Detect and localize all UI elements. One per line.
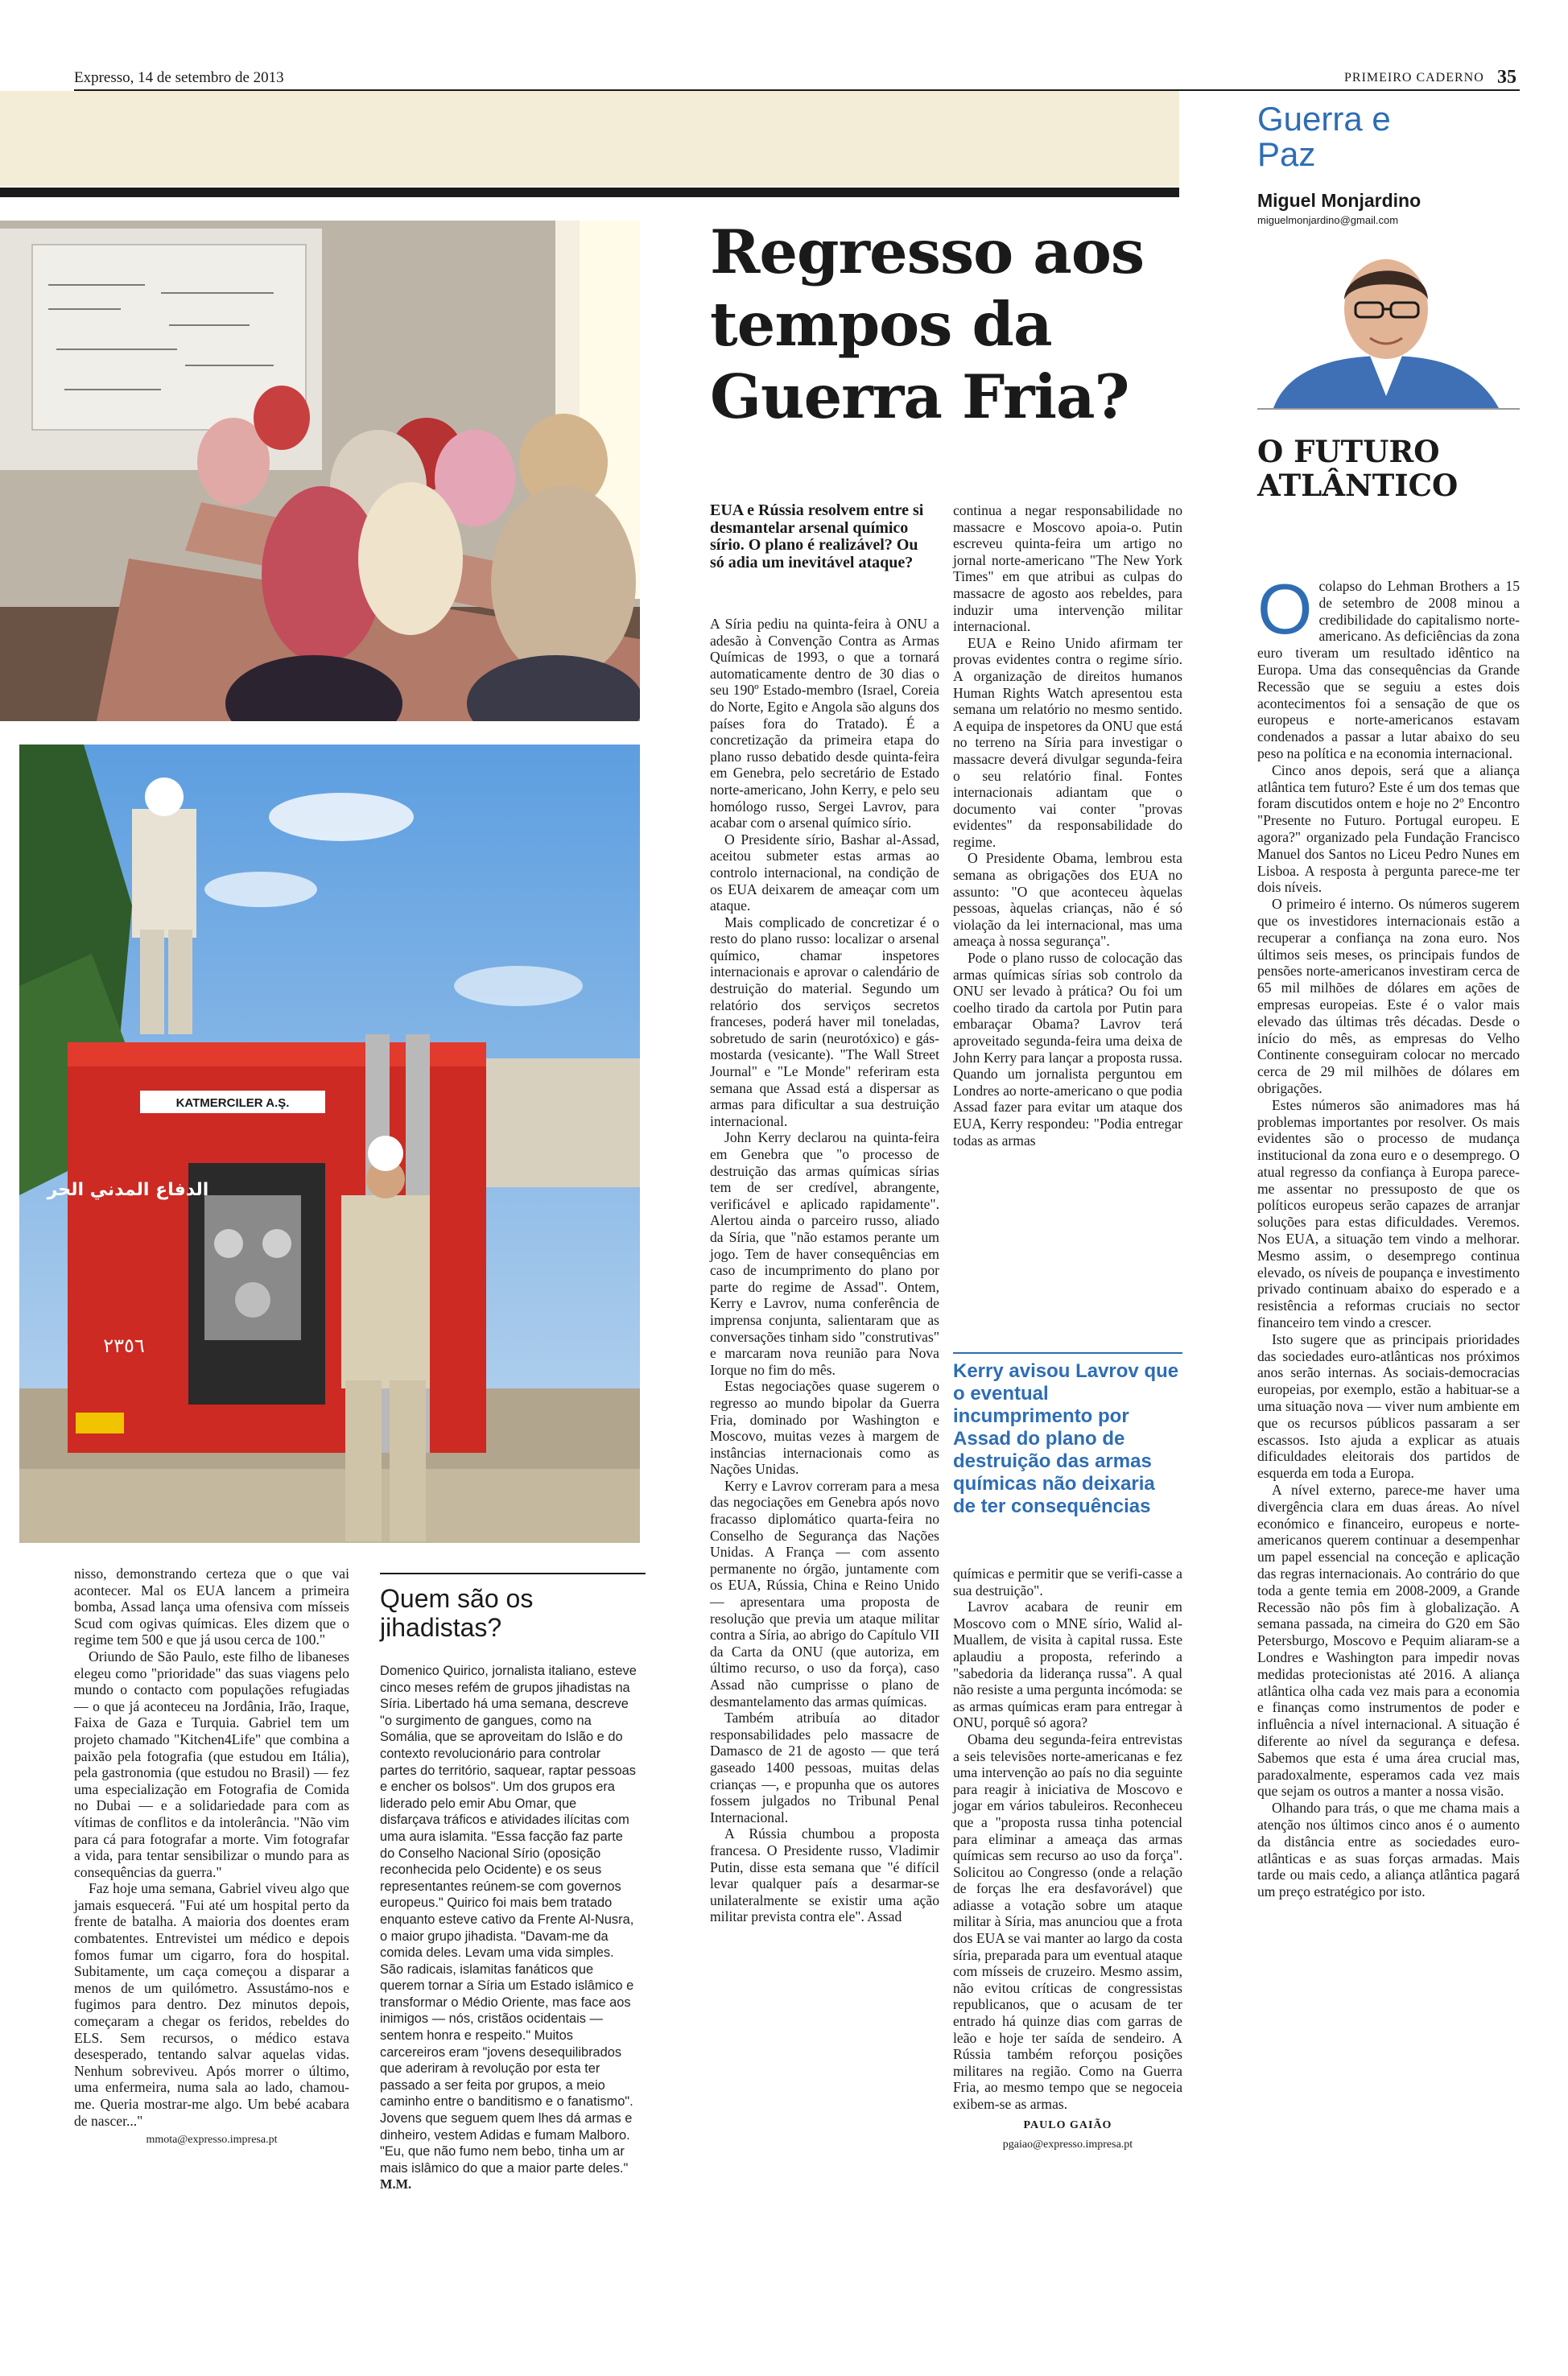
main-headline: Regresso aos tempos da Guerra Fria?: [710, 217, 1145, 432]
main-col1-p: John Kerry declarou na quinta-feira em Genebra que "o processo de destruição das armas químicas sírias tem de ser credível, abrangente, verificável e aplicado rapidamente". Alertou ainda o parceiro russo, aliado da Síria, que "não estamos perante um jogo. Tem de haver consequências em caso de incumprimento do plano por parte do regime de Assad". Ontem, Kerry e Lavrov, numa conferência de imprensa conjunta, salientaram que as conversações tinham sido "construtivas" e marcaram nova reunião para Nova Iorque no fim do mês.: [710, 1129, 939, 1378]
page-date: Expresso, 14 de setembro de 2013: [74, 69, 284, 86]
main-col2b-p: químicas e permitir que se verifi-casse a sua destruição".: [953, 1565, 1182, 1598]
classroom-photo: [0, 221, 640, 721]
page-number: 35: [1497, 67, 1516, 88]
portrait-rule: [1257, 408, 1520, 410]
main-col1-p: A Rússia chumbou a proposta francesa. O Presidente russo, Vladimir Putin, disse esta semana que "é difícil levar qualquer país a desarmar-se unilateralmente se existir uma ação militar prevista contra ele". Assad: [710, 1825, 939, 1925]
column-author: Miguel Monjardino: [1257, 190, 1422, 211]
pullquote: Kerry avisou Lavrov que o eventual incumprimento por Assad do plano de destruição das armas químicas não deixaria de ter consequências: [953, 1360, 1179, 1517]
left-story-p: nisso, demonstrando certeza que o que vai acontecer. Mal os EUA lancem a primeira bomba, Assad lança uma ofensiva com mísseis Scud com ogivas químicas. Eles dizem que o regime tem 500 e que já usou cerca de 100.": [74, 1565, 349, 1648]
black-bar: [0, 188, 1179, 197]
truck-number: ٢٣٥٦: [103, 1334, 145, 1357]
column-p: O primeiro é interno. Os números sugerem que os investidores internacionais estão a recuperar a confiança na zona euro. Nos últimos seis meses, os principais fundos de pensões norte-americanos investiram cerca de 65 mil milhões de dólares em ações de empresas europeias. Este é o valor mais elevado das últimas três décadas. Desde o início do mês, as empresas do Velho Continente conseguiram colocar no mercado cerca de 29 mil milhões de dólares em obrigações.: [1257, 896, 1520, 1096]
section-name: PRIMEIRO CADERNO: [1344, 71, 1484, 85]
dropcap: O: [1257, 569, 1313, 649]
column-p: A nível externo, parece-me haver uma divergência clara em duas áreas. Ao nível económico e financeiro, europeus e norte-americanos querem continuar a desempenhar um papel essencial na conceção e aplicação das regras internacionais. Ao contrário do que toda a gente temia em 2008-2009, a Grande Recessão não pôs fim à globalização. A semana passada, na cimeira do G20 em São Petersburgo, Moscovo e Pequim aliaram-se a Londres e Washington para impedir novas medidas protecionistas até 2016. A aliança atlântica olha cada vez mais para a economia e finanças como instrumentos de poder e influência a nível internacional. A situação é diferente ao nível da segurança e defesa. Sabemos que esta é uma área crucial mas, paradoxalmente, esperamos cada vez mais que sejam os outros a manter a nossa visão.: [1257, 1482, 1520, 1800]
main-col2-p: EUA e Reino Unido afirmam ter provas evidentes contra o regime sírio. A organização de direitos humanos Human Rights Watch apresentou esta semana um relatório no mesmo sentido. A equipa de inspetores da ONU que está no terreno na Síria para investigar o massacre deverá divulgar segunda-feira o seu relatório final. Fontes internacionais adiantam que o documento vai conter "provas evidentes" da responsabilidade do regime.: [953, 634, 1182, 850]
left-story-p: Oriundo de São Paulo, este filho de libaneses elegeu como "prioridade" das suas viagens pelo mundo o contacto com populações refugiadas — o que já aconteceu na Jordânia, Irão, Iraque, Faixa de Gaza e Turquia. Gabriel tem um projeto chamado "Kitchen4Life" que combina a paixão pela fotografia (que estudou em Itália), pela gastronomia (que estudou no Brasil) — fez uma especialização em Fotografia de Comida no Dubai — e a solidariedade para com as vítimas de conflitos e da intolerância. "Não vim para cá para fotografar a morte. Vim fotografar a vida, para tentar sensibilizar o mundo para as consequências da guerra.": [74, 1648, 349, 1880]
jihad-sidebar-initials: M.M.: [380, 2176, 412, 2192]
jihad-sidebar-title: Quem são os jihadistas?: [380, 1584, 534, 1642]
main-col2-p: Pode o plano russo de colocação das armas químicas sírias sob controlo da ONU ser levado à prática? Ou foi um coelho tirado da cartola por Putin para embaraçar Obama? Lavrov terá aproveitado segunda-feira uma deixa de John Kerry para lançar a proposta russa. Quando um jornalista perguntou em Londres ao norte-americano o que podia Assad fazer para evitar um ataque dos EUA, Kerry respondeu: "Podia entregar todas as armas: [953, 950, 1182, 1149]
column-p: Estes números são animadores mas há problemas importantes por resolver. Os mais evidentes são o processo de mudança institucional da zona euro e o desemprego. O atual regresso da confiança à Europa parece-me assentar no pressuposto de que os políticos europeus serão capazes de arranjar soluções para estas dificuldades. Veremos. Nos EUA, a situação tem vindo a melhorar. Mesmo assim, o desemprego continua elevado, os níveis de poupança e investimento privado continuam abaixo do esperado e a resistência a reformas cruciais no sector financeiro tem vindo a crescer.: [1257, 1096, 1520, 1331]
main-col1-p: A Síria pediu na quinta-feira à ONU a adesão à Convenção Contra as Armas Químicas de 1993, o que a tornará automaticamente dentro de 30 dias o seu 190º Estado-membro (Israel, Coreia do Norte, Egito e Angola são alguns dos países fora do Tratado). É a concretização da primeira etapa do plano russo debatido desde quinta-feira em Genebra, pelo secretário de Estado norte-americano, John Kerry, e pelo seu homólogo russo, Sergei Lavrov, para acabar com o arsenal químico sírio.: [710, 616, 939, 831]
main-col2-p: continua a negar responsabilidade no massacre e Moscovo apoia-o. Putin escreveu quinta-feira um artigo no jornal norte-americano "The New York Times" em que atribui as culpas do massacre de agosto aos rebeldes, para induzir uma intervenção militar internacional.: [953, 502, 1182, 635]
column-p: Cinco anos depois, será que a aliança atlântica tem futuro? Este é um dos temas que foram discutidos ontem e hoje no 2º Encontro "Presente no Futuro. Portugal europeu. E agora?" organizado pela Fundação Francisco Manuel dos Santos no Liceu Pedro Nunes em Lisboa. A resposta à pergunta parece-me ter dois níveis.: [1257, 761, 1520, 896]
column-p-text: colapso do Lehman Brothers a 15 de setembro de 2008 minou a credibilidade do capitalismo norte-americano. As deficiências da zona euro tiveram um resultado idêntico na Europa. Uma das consequências da Grande Recessão que se seguiu a estes dois acontecimentos foi a sensação de que os europeus e norte-americanos estavam condenados a passar a lutar abaixo do seu peso na política e na economia internacional.: [1257, 578, 1520, 761]
jihad-sidebar-rule: [380, 1573, 646, 1574]
main-col2-p: O Presidente Obama, lembrou esta semana as obrigações dos EUA no assunto: "O que aconteceu àquelas pessoas, àquelas crianças, não é só violação da lei internacional, mas uma ameaça à nossa segurança".: [953, 850, 1182, 950]
jihad-sidebar-body: Domenico Quirico, jornalista italiano, esteve cinco meses refém de grupos jihadistas na Síria. Libertado há uma semana, descreve "o surgimento de gangues, como na Somália, que se aproveitam do Islão e do contexto revolucionário para controlar partes do território, saquear, raptar pessoas e encher os bolsos". Um dos grupos era liderado pelo emir Abu Omar, que disfarçava tráficos e atividades ilícitas com uma aura islamita. "Essa facção faz parte do Conselho Nacional Sírio (oposição reconhecida pelo Ocidente) e os seus representantes reúnem-se com governos europeus." Quirico foi mais bem tratado enquanto esteve cativo da Frente Al-Nusra, o maior grupo jihadista. "Davam-me da comida deles. Levam uma vida simples. São radicais, islamitas fanáticos que querem tornar a Síria um Estado islâmico e transformar o Médio Oriente, mas face aos inimigos — nós, cristãos ocidentais — sentem honra e respeito." Muitos carcereiros eram "jovens desequilibrados que aderiram à revolução por esta ter passado a ser feita por grupos, a meio caminho entre o banditismo e o fanatismo". Jovens que seguem quem lhes dá armas e dinheiro, vestem Adidas e fumam Malboro. "Eu, que não fumo nem bebo, tinha um ar mais islâmico do que a maior parte deles.": [380, 1664, 637, 2176]
column-p: [1257, 569, 1520, 762]
author-portrait: [1257, 235, 1520, 408]
column-title: O FUTURO ATLÂNTICO: [1257, 434, 1459, 503]
truck-brand: KATMERCILER A.Ş.: [175, 1096, 290, 1110]
main-column-1: [710, 616, 939, 2354]
byline: PAULO GAIÃO: [1023, 2118, 1112, 2131]
main-column-2: [953, 502, 1182, 1149]
standfirst: EUA e Rússia resolvem entre si desmantelar arsenal químico sírio. O plano é realizável? Ou só adia um inevitável ataque?: [710, 501, 924, 571]
column-p: Olhando para trás, o que me chama mais a atenção nos últimos cinco anos é o aumento da distância entre as sociedades euro-atlânticas e as suas forças armadas. Mais tarde ou mais cedo, a aliança atlântica pagará um preço estratégico por isto.: [1257, 1800, 1520, 1900]
beige-band: [0, 91, 1179, 186]
left-story-p: Faz hoje uma semana, Gabriel viveu algo que jamais esquecerá. "Fui até um hospital perto da frente de batalha. A maioria dos doentes eram combatentes. Entrevistei um médico e depois fomos fumar um cigarro, fora do hospital. Subitamente, um caça começou a disparar a menos de um quilómetro. Assustámo-nos e fugimos para dentro. Dez minutos depois, começaram a chegar os feridos, rebeldes do ELS. Sem recursos, o médico estava desesperado, tentando salvar aquelas vidas. Nenhum sobreviveu. Após morrer o último, uma enfermeira, numa sala ao lado, chamou-me. Queria mostrar-me algo. Um bebé acabara de nascer...": [74, 1880, 349, 2129]
main-col2b-p: Obama deu segunda-feira entrevistas a seis televisões norte-americanas e fez uma intervenção ao país no dia seguinte para reagir à iniciativa de Moscovo e jogar em vários tabuleiros. Reconheceu que a "proposta russa tinha potencial para eliminar a ameaça das armas químicas sem recurso ao uso da força". Solicitou ao Congresso (onde a relação de forças lhe era desfavorável) que adiasse a votação sobre um ataque militar à Síria, mas anunciou que a frota dos EUA se vai manter ao largo da costa síria, preparada para um eventual ataque com mísseis de cruzeiro. Mesmo assim, não evitou críticas de congressistas republicanos, que o acusam de ter entrado há quinze dias com garras de leão e hoje ter saída de sendeiro. A Rússia também reforçou posições militares na região. Como na Guerra Fria, ao mesmo tempo que se negoceia exibem-se as armas.: [953, 1730, 1183, 2112]
column-p: Isto sugere que as principais prioridades das sociedades euro-atlânticas nos próximos anos serão internas. As sociais-democracias europeias, por exemplo, estão a habituar-se a uma situação nova — viver num ambiente em que os recursos públicos passaram a ser escassos. Isto ajuda a explicar as atuais dificuldades eleitorais dos partidos de esquerda em toda a Europa.: [1257, 1330, 1520, 1482]
main-col2b-p: Lavrov acabara de reunir em Moscovo com o MNE sírio, Walid al-Muallem, de visita à capital russa. Este aplaudiu a proposta, referindo a "sabedoria da liderança russa". A qual não resiste a uma pergunta incómoda: se as armas químicas eram para entregar à ONU, porquê só agora?: [953, 1598, 1182, 1731]
main-col1-p: Kerry e Lavrov correram para a mesa das negociações em Genebra após novo fracasso diplomático quarta-feira no Conselho de Segurança das Nações Unidas. A França — com assento permanente no órgão, juntamente com os EUA, Rússia, China e Reino Unido — apresentara uma proposta de resolução que previa um ataque militar contra a Síria, ao abrigo do Capítulo VII da Carta da ONU (que autoriza, em último recurso, o uso da força), caso Assad não cumprisse o plano de desmantelamento das armas químicas.: [710, 1477, 939, 1710]
column-section-title: Guerra e Paz: [1257, 100, 1391, 173]
truck-arabic: الدفاع المدني الحر: [47, 1180, 209, 1200]
firetruck-photo: [19, 745, 640, 1543]
main-column-2b: [953, 1565, 1182, 2154]
jihad-sidebar-text: [380, 1663, 639, 2193]
pullquote-rule: [953, 1352, 1182, 1354]
main-col1-p: Também atribuía ao ditador responsabilidades pelo massacre de Damasco de 21 de agosto — que terá gaseado 1400 pessoas, muitas delas crianças —, e propunha que os autores fossem julgados no Tribunal Penal Internacional.: [710, 1710, 939, 1825]
column-author-email[interactable]: miguelmonjardino@gmail.com: [1257, 214, 1399, 226]
main-col1-p: Estas negociações quase sugerem o regresso ao mundo bipolar da Guerra Fria, dominado por Washington e Moscovo, muitas vezes à margem de instâncias internacionais como as Nações Unidas.: [710, 1378, 939, 1478]
byline-email[interactable]: pgaiao@expresso.impresa.pt: [1002, 2139, 1133, 2151]
main-col1-p: O Presidente sírio, Bashar al-Assad, aceitou submeter estas armas ao controlo internacional, na condição de os EUA deixarem de ameaçar com um ataque.: [710, 831, 939, 914]
column-body: [1257, 569, 1520, 1900]
left-story-email[interactable]: mmota@expresso.impresa.pt: [146, 2134, 278, 2147]
left-story: [74, 1565, 349, 2149]
main-col1-p: Mais complicado de concretizar é o resto do plano russo: localizar o arsenal químico, chamar inspetores internacionais e aprovar o calendário de destruição do material. Segundo um relatório dos serviços secretos franceses, poderá haver mil toneladas, sobretudo de sarin (neurotóxico) e gás-mostarda (vesicante). "The Wall Street Journal" e "Le Monde" referiram esta semana que Assad está a dispersar as armas para dificultar a sua destruição internacional.: [710, 914, 939, 1129]
